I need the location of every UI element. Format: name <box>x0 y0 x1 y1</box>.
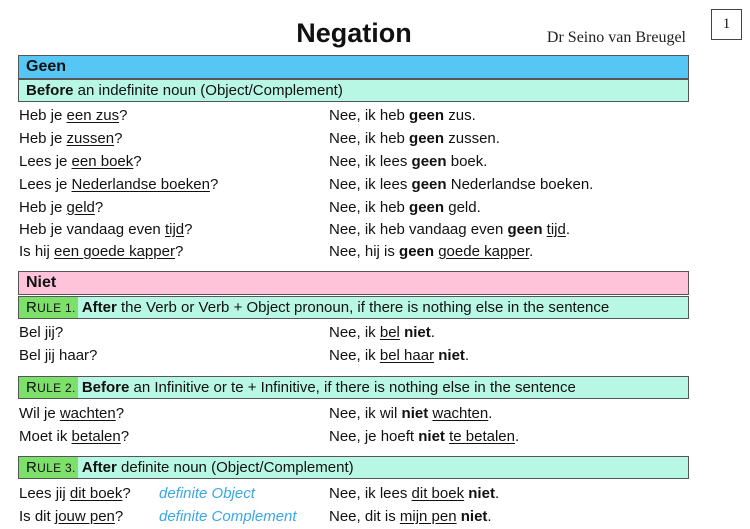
rule-description: an Infinitive or te + Infinitive, if there is nothing else in the sentence <box>129 379 576 396</box>
question: Bel jij haar? <box>19 347 98 364</box>
example-row <box>19 345 699 367</box>
question: Moet ik betalen? <box>19 428 130 445</box>
question: Heb je zussen? <box>19 130 123 147</box>
section-heading-geen <box>18 55 689 79</box>
page-title: Negation <box>296 18 412 48</box>
question: Heb je een zus? <box>19 107 128 124</box>
example-row <box>19 322 699 344</box>
example-row <box>19 403 699 425</box>
section-heading-niet <box>18 271 689 295</box>
question: Bel jij? <box>19 324 64 341</box>
page-number-box: 1 <box>711 9 742 40</box>
example-row <box>19 483 699 505</box>
rule-3-banner <box>18 456 689 479</box>
question: Lees jij dit boek? <box>19 485 131 502</box>
question: Heb je geld? <box>19 199 104 216</box>
answer: Nee, ik bel niet. <box>329 324 435 341</box>
section-heading-text: Niet <box>26 274 57 291</box>
question: Wil je wachten? <box>19 405 125 422</box>
example-row <box>19 219 699 241</box>
rule-number-tag: RULE 2. <box>19 377 78 398</box>
question: Heb je vandaag even tijd? <box>19 221 193 238</box>
answer: Nee, dit is mijn pen niet. <box>329 508 492 525</box>
rule-1-banner <box>18 296 689 319</box>
example-row <box>19 426 699 448</box>
example-row <box>19 506 699 528</box>
rule-number-tag: RULE 1. <box>19 297 78 318</box>
rule-description: definite noun (Object/Complement) <box>116 459 354 476</box>
rule-number-tag: RULE 3. <box>19 457 78 478</box>
rule-keyword: After <box>81 299 117 316</box>
author-name: Dr Seino van Breugel <box>546 29 686 46</box>
answer: Nee, ik lees geen boek. <box>329 153 488 170</box>
answer: Nee, ik lees geen Nederlandse boeken. <box>329 176 594 193</box>
grammar-note: definite Complement <box>159 508 297 525</box>
example-row <box>19 151 699 173</box>
rule-description: the Verb or Verb + Object pronoun, if there is nothing else in the sentence <box>116 299 610 316</box>
answer: Nee, hij is geen goede kapper. <box>329 243 534 260</box>
answer: Nee, ik heb geen zussen. <box>329 130 500 147</box>
rule-keyword: Before <box>81 379 130 396</box>
answer: Nee, ik heb geen geld. <box>329 199 481 216</box>
answer: Nee, ik bel haar niet. <box>329 347 470 364</box>
example-row <box>19 197 699 219</box>
question: Lees je een boek? <box>19 153 142 170</box>
rule-keyword: After <box>81 459 117 476</box>
rule-keyword: Before <box>26 82 74 99</box>
answer: Nee, ik lees dit boek niet. <box>329 485 500 502</box>
example-row <box>19 241 699 263</box>
answer: Nee, ik heb vandaag even geen tijd. <box>329 221 571 238</box>
answer: Nee, ik wil niet wachten. <box>329 405 493 422</box>
question: Lees je Nederlandse boeken? <box>19 176 219 193</box>
example-row <box>19 105 699 127</box>
rule-2-banner <box>18 376 689 399</box>
section-heading-text: Geen <box>26 58 67 75</box>
grammar-note: definite Object <box>159 485 255 502</box>
rule-description: an indefinite noun (Object/Complement) <box>73 82 343 99</box>
answer: Nee, je hoeft niet te betalen. <box>329 428 520 445</box>
example-row <box>19 128 699 150</box>
geen-rule-banner <box>18 79 689 102</box>
answer: Nee, ik heb geen zus. <box>329 107 476 124</box>
question: Is dit jouw pen? <box>19 508 124 525</box>
question: Is hij een goede kapper? <box>19 243 184 260</box>
example-row <box>19 174 699 196</box>
